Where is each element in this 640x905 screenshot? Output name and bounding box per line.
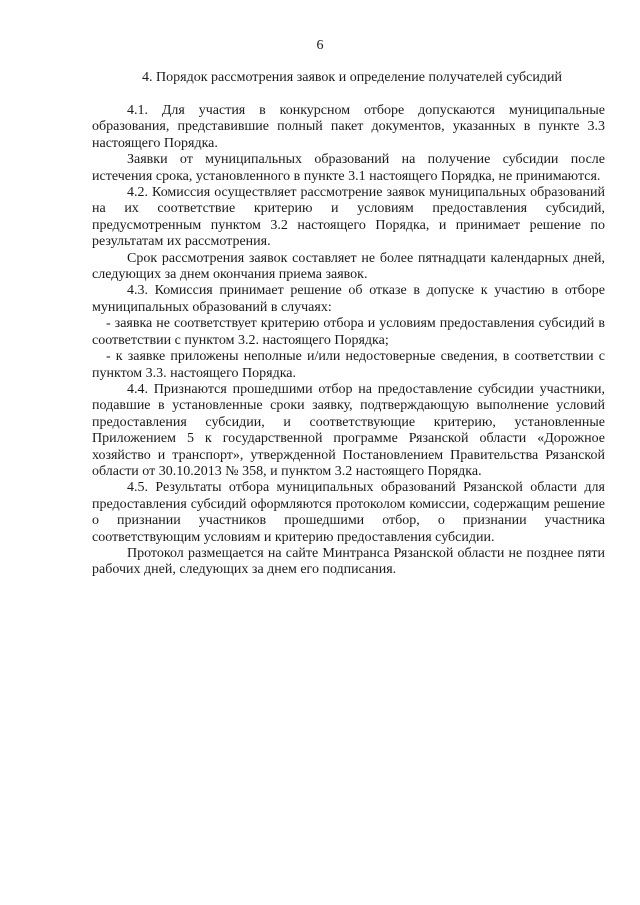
paragraph-protocol: Протокол размещается на сайте Минтранса Рязанской области не позднее пяти рабочих дней, следующих за днем его подписания. [92, 545, 605, 578]
paragraph-4-3: 4.3. Комиссия принимает решение об отказе в допуске к участию в отборе муниципальных образований в случаях: [92, 283, 605, 315]
paragraph-late-applications: Заявки от муниципальных образований на получение субсидии после истечения срока, установленного в пункте 3.1 настоящего Порядка, не принимаются. [92, 152, 605, 184]
section-heading: 4. Порядок рассмотрения заявок и определение получателей субсидий [142, 70, 562, 85]
list-item-criteria: - заявка не соответствует критерию отбора и условиям предоставления субсидий в соответствии с пунктом 3.2. настоящего Порядка; [92, 316, 605, 348]
section-body [92, 103, 605, 579]
paragraph-4-1: 4.1. Для участия в конкурсном отборе допускаются муниципальные образования, представившие полный пакет документов, указанных в пункте 3.3 настоящего Порядка. [92, 103, 605, 151]
paragraph-review-period: Срок рассмотрения заявок составляет не более пятнадцати календарных дней, следующих за днем окончания приема заявок. [92, 250, 605, 283]
paragraph-4-5: 4.5. Результаты отбора муниципальных образований Рязанской области для предоставления субсидий оформляются протоколом комиссии, содержащим решение о признании участников прошедшими отбор, о признании участника соответствующим условиям и критерию предоставления субсидии. [92, 480, 605, 545]
paragraph-4-2: 4.2. Комиссия осуществляет рассмотрение заявок муниципальных образований на их соответствие критерию и условиям предоставления субсидий, предусмотренным пунктом 3.2 настоящего Порядка, и принимает решение по результатам их рассмотрения. [92, 185, 605, 250]
paragraph-4-4: 4.4. Признаются прошедшими отбор на предоставление субсидии участники, подавшие в установленные сроки заявку, подтверждающую выполнение условий предоставления субсидии, и соответствующие критерию, установленные Приложением 5 к государственной программе Рязанской области «Дорожное хозяйство и транспорт», утвержденной Постановлением Правительства Рязанской области от 30.10.2013 № 358, и пунктом 3.2 настоящего Порядка. [92, 381, 605, 479]
list-item-incomplete-info: - к заявке приложены неполные и/или недостоверные сведения, в соответствии с пунктом 3.3. настоящего Порядка. [92, 349, 605, 381]
page-number: 6 [316, 38, 324, 53]
